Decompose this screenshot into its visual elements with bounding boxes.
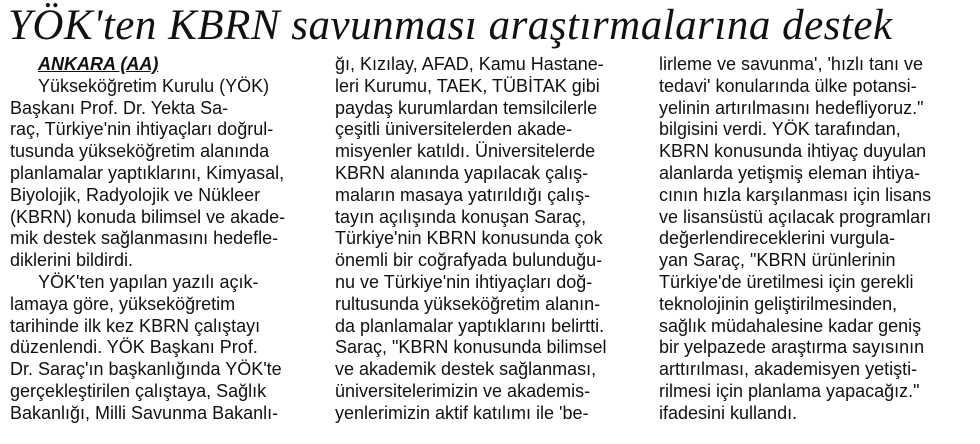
body-line: da planlamalar yaptıklarını belirtti. [335,315,605,336]
body-line: Bakanlığı, Milli Savunma Bakanlı- [10,402,279,423]
body-line: alanlarda yetişmiş eleman ihtiya- [659,162,921,183]
body-line: (KBRN) konuda bilimsel ve akade- [10,206,286,227]
body-line: arttırılması, akademisyen yetişti- [659,359,918,380]
body-line: üniversitelerimizin ve akademis- [335,380,591,401]
article-column-1 [10,54,315,425]
body-line: lirleme ve savunma', 'hızlı tanı ve [659,54,923,74]
body-line: yenlerimizin aktif katılımı ile 'be- [335,402,589,423]
body-line: Başkanı Prof. Dr. Yekta Sa- [10,97,229,118]
body-line: ve akademik destek sağlanması, [335,359,597,380]
dateline: ANKARA (AA) [38,54,159,74]
body-line: Dr. Saraç'ın başkanlığında YÖK'te [10,359,282,380]
body-line: diklerini bildirdi. [10,250,134,271]
body-line: tayın açılışında konuşan Saraç, [335,206,587,227]
body-line: teknolojinin geliştirilmesinden, [659,293,898,314]
body-line: bilgisini verdi. YÖK tarafından, [659,119,901,140]
body-line: ve lisansüstü açılacak programları [659,206,932,227]
body-line: sağlık müdahalesine kadar geniş [659,315,922,336]
body-line: misyenler katıldı. Üniversitelerde [335,141,596,162]
body-line: Saraç, "KBRN konusunda bilimsel [335,337,607,358]
body-line: yelinin artırılmasını hedefliyoruz." [659,97,924,118]
body-line: yan Saraç, "KBRN ürünlerinin [659,250,896,271]
body-line: mik destek sağlanmasını hedefle- [10,228,279,249]
body-line: çeşitli üniversitelerden akade- [335,119,573,140]
body-line: düzenlendi. YÖK Başkanı Prof. [10,337,258,358]
headline: YÖK'ten KBRN savunması araştırmalarına destek [8,2,893,49]
body-line: paydaş kurumlardan temsilcilerle [335,97,598,118]
body-line: değerlendireceklerini vurgula- [659,228,896,249]
body-line: ifadesini kullandı. [659,402,798,423]
body-line: planlamalar yaptıklarını, Kimyasal, [10,162,285,183]
body-line: Biyolojik, Radyolojik ve Nükleer [10,184,261,205]
body-line: KBRN konusunda ihtiyaç duyulan [659,141,927,162]
body-line: Türkiye'nin KBRN konusunda çok [335,228,603,249]
paragraph-2-first-line: YÖK'ten yapılan yazılı açık- [38,271,259,292]
body-line: rilmesi için planlama yapacağız." [659,380,920,401]
article-column-2 [335,54,640,425]
body-line: rultusunda yükseköğretim alanın- [335,293,601,314]
article-column-3 [659,54,974,425]
body-line: tedavi' konularında ülke potansi- [659,75,917,96]
body-line: maların masaya yatırıldığı çalış- [335,184,591,205]
body-line: önemli bir coğrafyada bulunduğu- [335,250,603,271]
body-line: bir yelpazede araştırma sayısının [659,337,925,358]
body-line: raç, Türkiye'nin ihtiyaçları doğrul- [10,119,274,140]
body-line: nu ve Türkiye'nin ihtiyaçları doğ- [335,271,593,292]
body-line: tarihinde ilk kez KBRN çalıştayı [10,315,261,336]
body-line: ğı, Kızılay, AFAD, Kamu Hastane- [335,54,604,74]
paragraph-1-first-line: Yükseköğretim Kurulu (YÖK) [38,75,270,96]
body-line: Türkiye'de üretilmesi için gerekli [659,271,914,292]
body-line: gerçekleştirilen çalıştaya, Sağlık [10,380,267,401]
body-line: KBRN alanında yapılacak çalış- [335,162,589,183]
body-line: leri Kurumu, TAEK, TÜBİTAK gibi [335,75,600,96]
body-line: lamaya göre, yükseköğretim [10,293,236,314]
body-line: tusunda yükseköğretim alanında [10,141,270,162]
body-line: cının hızla karşılanması için lisans [659,184,932,205]
